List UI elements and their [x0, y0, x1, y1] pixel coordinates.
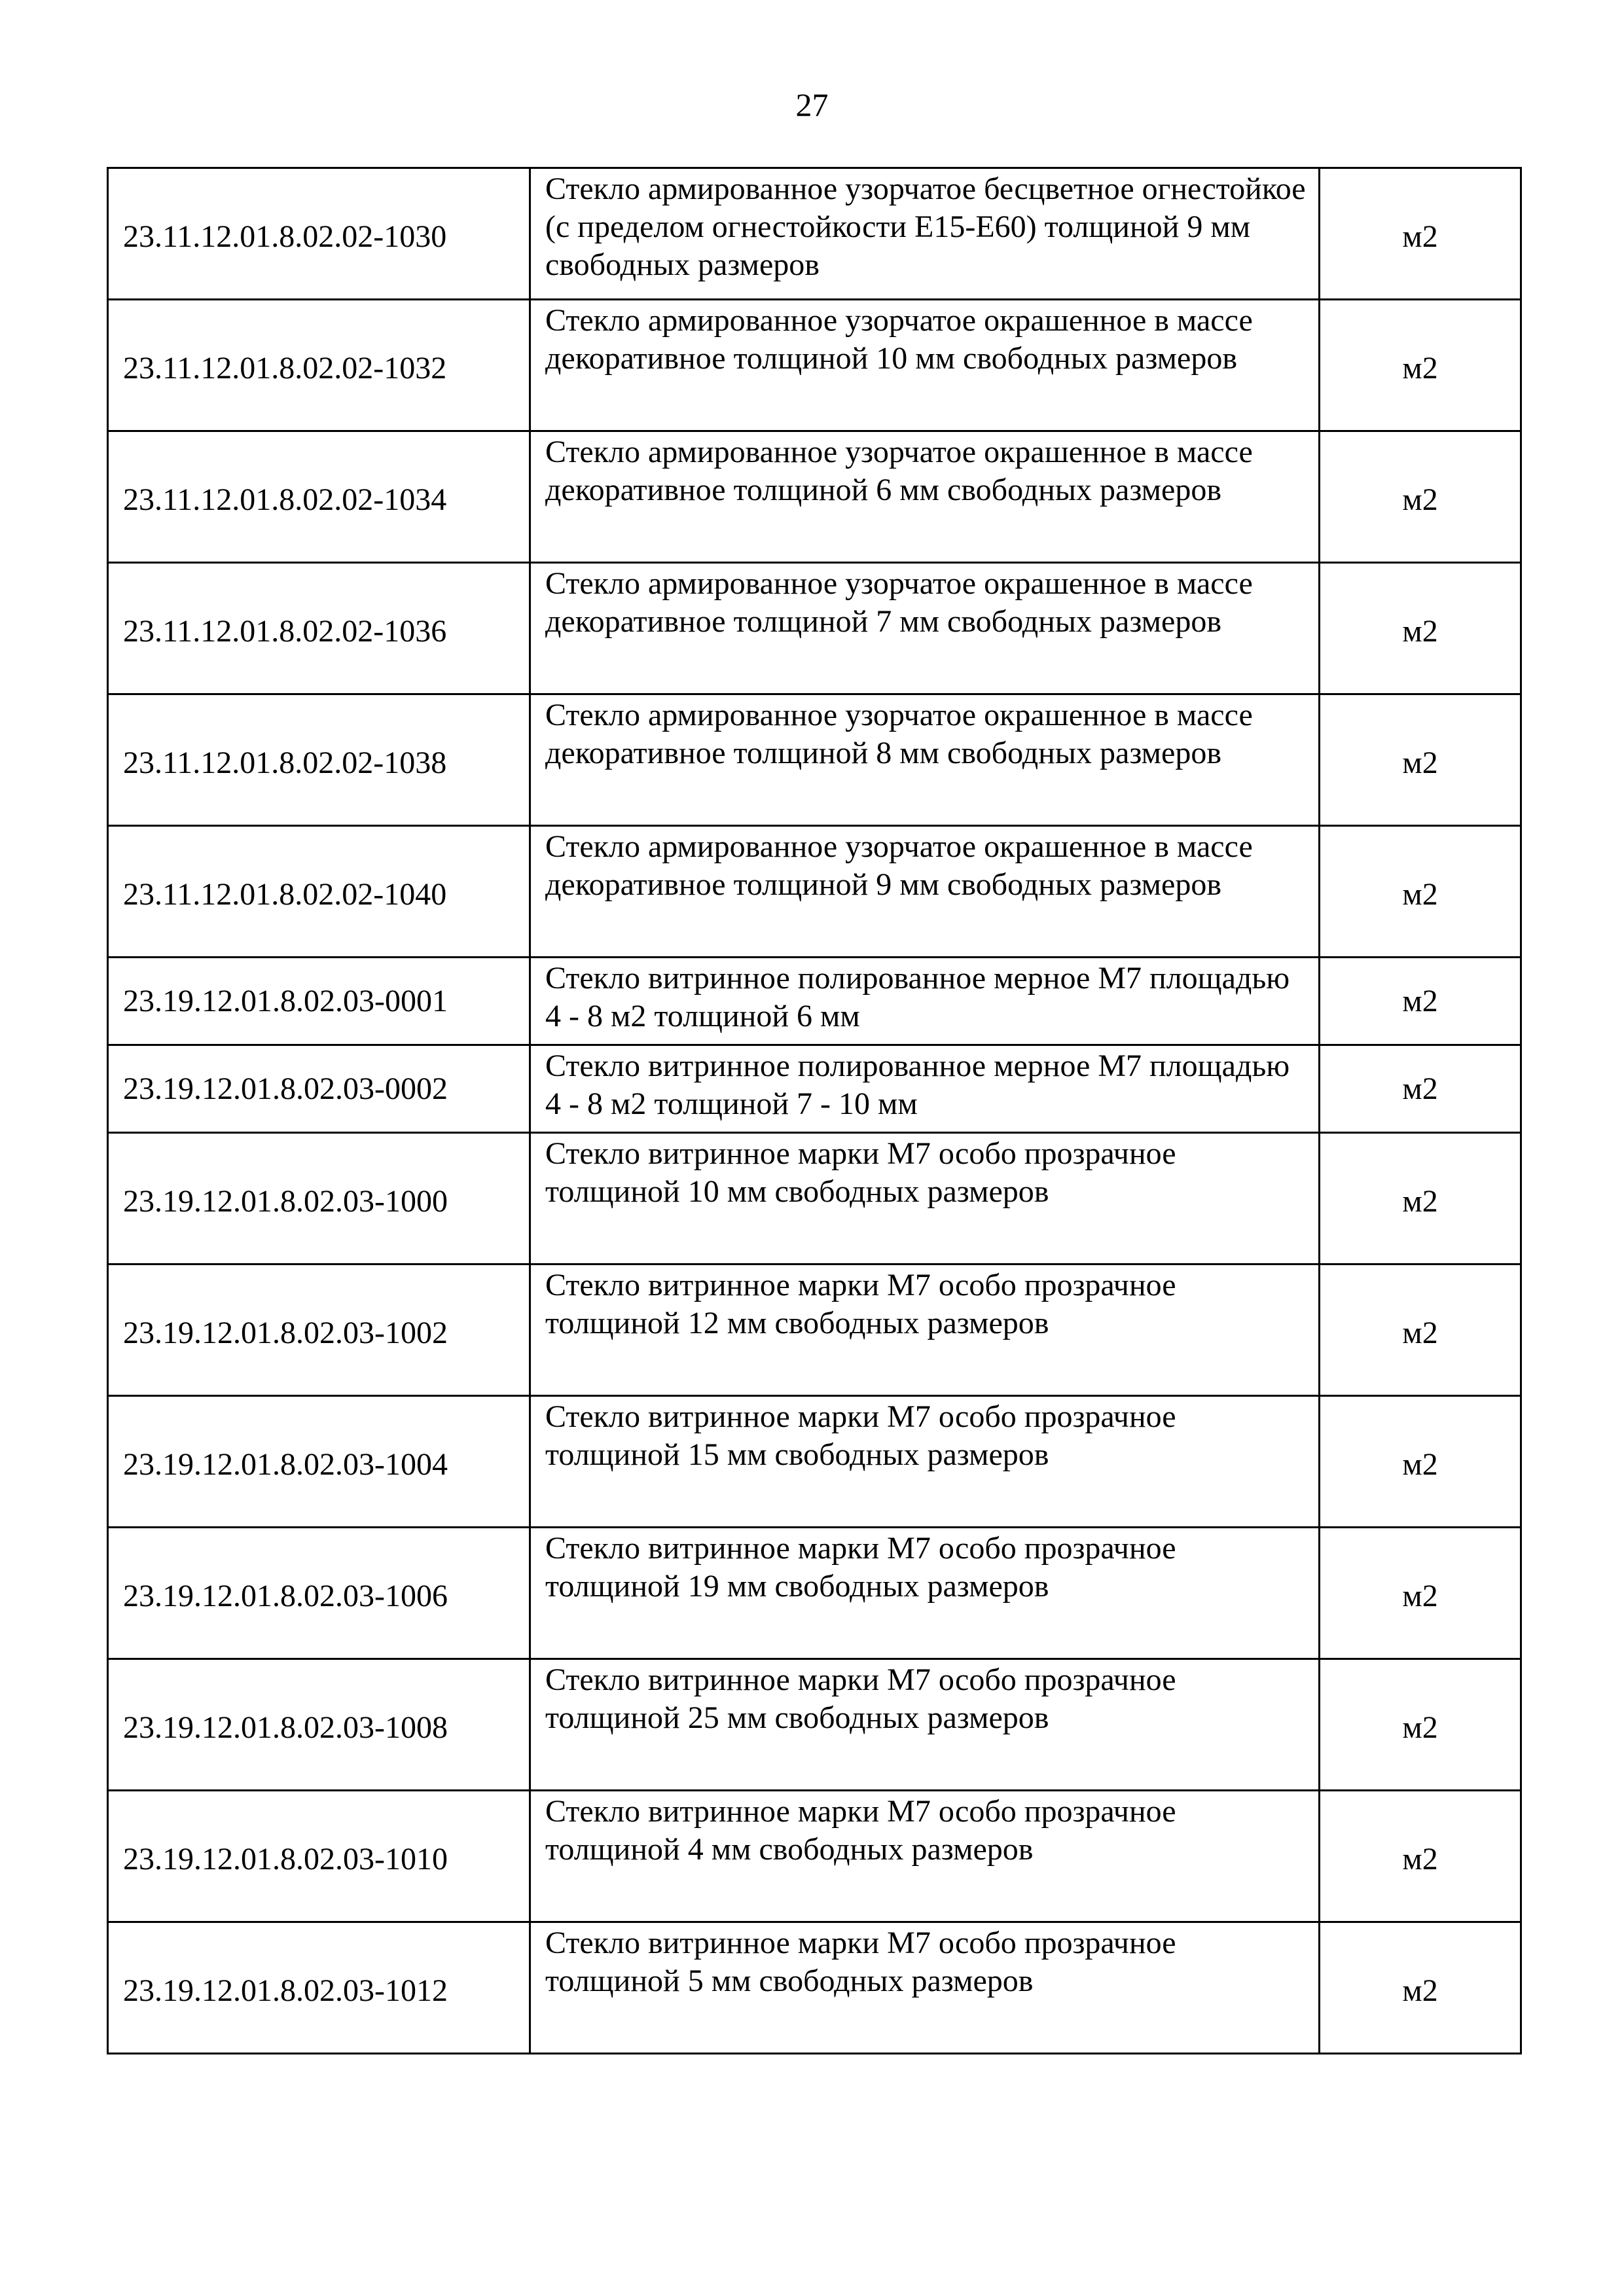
- table-row: [108, 1045, 1521, 1133]
- item-code: 23.11.12.01.8.02.02-1036: [108, 563, 530, 694]
- table-row: [108, 563, 1521, 694]
- table-row: [108, 826, 1521, 958]
- item-name: Стекло армированное узорчатое окрашенное в массе декоративное толщиной 10 мм свободных размеров: [530, 300, 1320, 431]
- item-code: 23.19.12.01.8.02.03-1004: [108, 1396, 530, 1528]
- item-name: Стекло витринное марки М7 особо прозрачное толщиной 25 мм свободных размеров: [530, 1659, 1320, 1791]
- table-row: [108, 1528, 1521, 1659]
- item-code: 23.19.12.01.8.02.03-1012: [108, 1922, 530, 2054]
- item-code: 23.19.12.01.8.02.03-1002: [108, 1265, 530, 1396]
- item-name: Стекло витринное марки М7 особо прозрачное толщиной 10 мм свободных размеров: [530, 1133, 1320, 1265]
- item-name: Стекло витринное полированное мерное М7 площадью 4 - 8 м2 толщиной 7 - 10 мм: [530, 1045, 1320, 1133]
- item-unit: м2: [1320, 431, 1521, 563]
- item-code: 23.19.12.01.8.02.03-1008: [108, 1659, 530, 1791]
- item-code: 23.11.12.01.8.02.02-1034: [108, 431, 530, 563]
- item-unit: м2: [1320, 1133, 1521, 1265]
- table-row: [108, 168, 1521, 300]
- item-unit: м2: [1320, 1265, 1521, 1396]
- item-unit: м2: [1320, 1659, 1521, 1791]
- item-code: 23.11.12.01.8.02.02-1032: [108, 300, 530, 431]
- item-unit: м2: [1320, 1922, 1521, 2054]
- table-row: [108, 1396, 1521, 1528]
- item-unit: м2: [1320, 1045, 1521, 1133]
- item-unit: м2: [1320, 826, 1521, 958]
- table-row: [108, 694, 1521, 826]
- item-code: 23.19.12.01.8.02.03-0002: [108, 1045, 530, 1133]
- item-name: Стекло витринное марки М7 особо прозрачное толщиной 19 мм свободных размеров: [530, 1528, 1320, 1659]
- table-row: [108, 1265, 1521, 1396]
- item-name: Стекло витринное марки М7 особо прозрачное толщиной 4 мм свободных размеров: [530, 1791, 1320, 1922]
- item-code: 23.19.12.01.8.02.03-0001: [108, 958, 530, 1045]
- item-unit: м2: [1320, 168, 1521, 300]
- item-unit: м2: [1320, 958, 1521, 1045]
- item-code: 23.19.12.01.8.02.03-1000: [108, 1133, 530, 1265]
- table-row: [108, 1133, 1521, 1265]
- item-name: Стекло армированное узорчатое окрашенное в массе декоративное толщиной 8 мм свободных размеров: [530, 694, 1320, 826]
- table-row: [108, 1922, 1521, 2054]
- materials-table: [107, 167, 1522, 2054]
- item-code: 23.19.12.01.8.02.03-1006: [108, 1528, 530, 1659]
- item-code: 23.11.12.01.8.02.02-1038: [108, 694, 530, 826]
- item-unit: м2: [1320, 563, 1521, 694]
- item-code: 23.11.12.01.8.02.02-1030: [108, 168, 530, 300]
- table-row: [108, 958, 1521, 1045]
- item-unit: м2: [1320, 1396, 1521, 1528]
- item-unit: м2: [1320, 694, 1521, 826]
- item-code: 23.19.12.01.8.02.03-1010: [108, 1791, 530, 1922]
- item-name: Стекло армированное узорчатое окрашенное в массе декоративное толщиной 6 мм свободных размеров: [530, 431, 1320, 563]
- item-name: Стекло витринное марки М7 особо прозрачное толщиной 5 мм свободных размеров: [530, 1922, 1320, 2054]
- item-name: Стекло витринное полированное мерное М7 площадью 4 - 8 м2 толщиной 6 мм: [530, 958, 1320, 1045]
- item-name: Стекло армированное узорчатое окрашенное в массе декоративное толщиной 7 мм свободных размеров: [530, 563, 1320, 694]
- item-name: Стекло витринное марки М7 особо прозрачное толщиной 15 мм свободных размеров: [530, 1396, 1320, 1528]
- item-unit: м2: [1320, 1528, 1521, 1659]
- item-name: Стекло армированное узорчатое окрашенное в массе декоративное толщиной 9 мм свободных размеров: [530, 826, 1320, 958]
- page-number: 27: [795, 86, 829, 123]
- item-name: Стекло армированное узорчатое бесцветное огнестойкое (с пределом огнестойкости E15-E60) толщиной 9 мм свободных размеров: [530, 168, 1320, 300]
- table-row: [108, 1791, 1521, 1922]
- table-row: [108, 1659, 1521, 1791]
- item-unit: м2: [1320, 1791, 1521, 1922]
- table-row: [108, 431, 1521, 563]
- table-row: [108, 300, 1521, 431]
- item-name: Стекло витринное марки М7 особо прозрачное толщиной 12 мм свободных размеров: [530, 1265, 1320, 1396]
- item-code: 23.11.12.01.8.02.02-1040: [108, 826, 530, 958]
- item-unit: м2: [1320, 300, 1521, 431]
